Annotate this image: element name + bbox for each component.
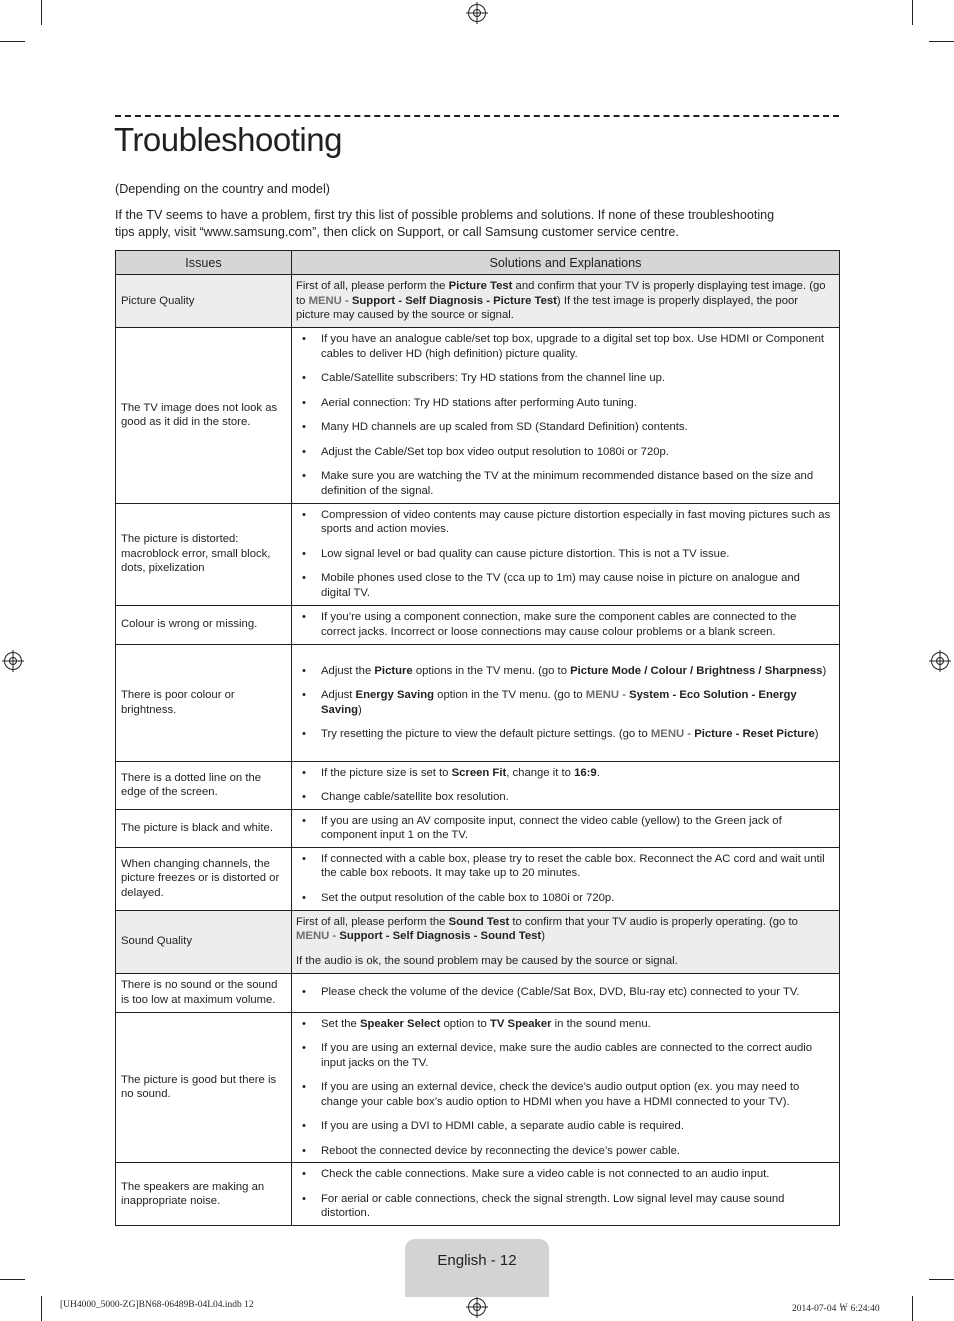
crop-mark [0, 41, 25, 42]
registration-mark-icon [468, 1298, 486, 1316]
text-run: and confirm that your TV is properly displaying test image. (go to [296, 280, 826, 307]
text-run: Reboot the connected device by reconnecting the device’s power cable. [321, 1144, 681, 1157]
menu-keyword: MENU [650, 728, 685, 740]
text-run: First of all, please perform the [296, 280, 449, 292]
list-item [296, 571, 831, 600]
text-run: - [619, 689, 630, 701]
footer-file-name: [UH4000_5000-ZG]BN68-06489B-04L04.indb 12 [60, 1300, 254, 1310]
issue-cell: Sound Quality [116, 910, 292, 973]
text-run: Set the output resolution of the cable box to 1080i or 720p. [321, 891, 615, 904]
text-run: Aerial connection: Try HD stations after performing Auto tuning. [321, 396, 637, 409]
bold-text: Support - Self Diagnosis - Picture Test [351, 294, 557, 307]
list-item [296, 396, 831, 411]
issue-cell: There is a dotted line on the edge of the screen. [116, 761, 292, 809]
footer-datetime: 2014-07-04 ￦ 6:24:40 [792, 1304, 880, 1314]
list-item [296, 664, 831, 679]
solution-list [296, 1167, 831, 1221]
list-item [296, 727, 831, 742]
registration-mark-icon [4, 652, 22, 670]
crop-mark [912, 1296, 913, 1321]
text-run: If you are using an external device, check the device’s audio output option (ex. you may need to change your cable box’s audio option to HDMI when you have a HDMI connected to your TV). [321, 1081, 800, 1108]
list-item [296, 1041, 831, 1070]
bold-text: Speaker Select [359, 1017, 441, 1030]
intro-line-2: tips apply, visit “www.samsung.com”, then click on Support, or call Samsung customer service centre. [115, 225, 679, 239]
crop-mark [929, 41, 954, 42]
text-run: , change it to [506, 766, 575, 779]
list-item [296, 420, 831, 435]
list-item [296, 790, 831, 805]
text-run: Many HD channels are up scaled from SD (Standard Definition) contents. [321, 421, 688, 433]
solution-list [296, 985, 831, 1000]
table-row [116, 1163, 840, 1226]
issues-header: Issues [116, 251, 292, 275]
bold-text: Screen Fit [451, 766, 507, 779]
table-row [116, 809, 840, 847]
list-item [296, 1192, 831, 1221]
list-item [296, 1119, 831, 1134]
solution-list [296, 664, 831, 742]
text-run: First of all, please perform the [296, 915, 449, 928]
list-item [296, 547, 831, 562]
solution-list [296, 852, 831, 906]
menu-keyword: MENU [585, 689, 620, 701]
registration-mark-icon [468, 4, 486, 22]
bold-text: Picture - Reset Picture [694, 728, 815, 740]
table-row [116, 847, 840, 910]
solution-cell [292, 503, 840, 605]
text-run: If the picture size is set to [321, 766, 452, 779]
text-run: - [329, 930, 340, 943]
text-run: Cable/Satellite subscribers: Try HD stations from the channel line up. [321, 372, 666, 384]
table-body [116, 275, 840, 1226]
text-run: Change cable/satellite box resolution. [321, 791, 509, 803]
list-item [296, 610, 831, 639]
list-item [296, 1144, 831, 1159]
text-run: Mobile phones used close to the TV (cca up to 1m) may cause noise in picture on analogue and digital TV. [321, 572, 800, 599]
text-run: . [596, 766, 600, 779]
list-item [296, 891, 831, 906]
table-row [116, 973, 840, 1012]
page-number: English - 12 [437, 1252, 517, 1269]
bold-text: Sound Test [448, 915, 510, 928]
text-run: ) If the test image is properly displayed, the poor picture may caused by the source or signal. [296, 294, 799, 321]
issue-cell: Colour is wrong or missing. [116, 605, 292, 644]
text-run: Low signal level or bad quality can cause picture distortion. This is not a TV issue. [321, 547, 730, 560]
table-row [116, 644, 840, 761]
bold-text: Energy Saving [355, 689, 435, 701]
bold-text: Support - Self Diagnosis - Sound Test [339, 930, 542, 943]
solution-cell [292, 1163, 840, 1226]
text-run: If you are using an AV composite input, connect the video cable (yellow) to the Green jack of component input 1 on the TV. [321, 814, 782, 841]
solution-cell [292, 910, 840, 973]
table-row [116, 327, 840, 503]
text-run: options in the TV menu. (go to [412, 664, 571, 677]
bold-text: Picture Mode / Colour / Brightness / Sharpness [570, 664, 823, 677]
text-run: - [684, 728, 695, 740]
table-header-row [116, 251, 840, 275]
list-item [296, 332, 831, 361]
bold-text: System - Eco Solution - Energy Saving [321, 689, 797, 716]
menu-keyword: MENU [308, 294, 342, 307]
text-run: ) [358, 703, 362, 716]
menu-keyword: MENU [296, 930, 330, 943]
text-run: ) [814, 728, 819, 740]
solution-paragraph [296, 279, 831, 323]
issue-cell: The picture is black and white. [116, 809, 292, 847]
bold-text: Picture [374, 664, 413, 677]
table-row [116, 910, 840, 973]
text-run: option to [440, 1017, 490, 1030]
text-run: Make sure you are watching the TV at the minimum recommended distance based on the size and definition of the signal. [321, 470, 814, 497]
list-item [296, 1080, 831, 1109]
text-run: If connected with a cable box, please try to reset the cable box. Reconnect the AC cord and wait until the cable box reboots. It may take up to 20 minutes. [321, 852, 825, 880]
registration-mark-icon [931, 652, 949, 670]
bold-text: 16:9 [574, 766, 597, 779]
issue-cell: The picture is distorted: macroblock error, small block, dots, pixelization [116, 503, 292, 605]
text-run: If you’re using a component connection, make sure the component cables are connected to the correct jacks. Incorrect or loose connections may cause colour problems or a blank screen. [321, 611, 797, 638]
text-run: Adjust the Cable/Set top box video output resolution to 1080i or 720p. [321, 445, 669, 458]
text-run: in the sound menu. [551, 1017, 651, 1030]
text-run: Try resetting the picture to view the default picture settings. (go to [321, 728, 651, 740]
table-row [116, 503, 840, 605]
list-item [296, 1017, 831, 1032]
solution-list [296, 766, 831, 805]
text-run: Adjust [321, 689, 356, 701]
issue-cell: Picture Quality [116, 275, 292, 328]
list-item [296, 469, 831, 498]
solution-cell [292, 847, 840, 910]
solution-cell [292, 605, 840, 644]
table-row [116, 275, 840, 328]
solution-list [296, 1017, 831, 1159]
text-run: option in the TV menu. (go to [434, 689, 586, 701]
issue-cell: There is poor colour or brightness. [116, 644, 292, 761]
intro-note: (Depending on the country and model) [115, 182, 330, 196]
text-run: Compression of video contents may cause picture distortion especially in fast moving pictures such as sports and action movies. [321, 508, 831, 536]
text-run: If the audio is ok, the sound problem may be caused by the source or signal. [296, 954, 678, 967]
solutions-header: Solutions and Explanations [292, 251, 840, 275]
title-dashed-rule [115, 115, 839, 117]
bold-text: Picture Test [448, 280, 513, 292]
solution-cell [292, 644, 840, 761]
list-item [296, 688, 831, 717]
text-run: - [341, 294, 352, 307]
crop-mark [929, 1279, 954, 1280]
issue-cell: When changing channels, the picture freezes or is distorted or delayed. [116, 847, 292, 910]
list-item [296, 508, 831, 537]
list-item [296, 852, 831, 881]
issue-cell: There is no sound or the sound is too low at maximum volume. [116, 973, 292, 1012]
page-title: Troubleshooting [114, 121, 342, 158]
table-row [116, 605, 840, 644]
solution-paragraph [296, 915, 831, 944]
solution-cell [292, 761, 840, 809]
solution-list [296, 508, 831, 601]
bold-text: TV Speaker [489, 1017, 552, 1030]
solution-cell [292, 1012, 840, 1163]
text-run: Check the cable connections. Make sure a video cable is not connected to an audio input. [321, 1168, 770, 1181]
list-item [296, 445, 831, 460]
troubleshooting-table [115, 250, 840, 1226]
list-item [296, 1167, 831, 1182]
solution-cell [292, 327, 840, 503]
solution-list [296, 610, 831, 639]
list-item [296, 371, 831, 386]
text-run: If you have an analogue cable/set top box, upgrade to a digital set top box. Use HDMI or Component cables to deliver HD (high definition) picture quality. [321, 333, 825, 360]
solution-cell [292, 275, 840, 328]
list-item [296, 814, 831, 843]
intro-line-1: If the TV seems to have a problem, first try this list of possible problems and solutions. If none of these troubleshooting [115, 208, 775, 222]
text-run: If you are using a DVI to HDMI cable, a separate audio cable is required. [321, 1120, 684, 1132]
issue-cell: The TV image does not look as good as it did in the store. [116, 327, 292, 503]
solution-cell [292, 973, 840, 1012]
solution-cell [292, 809, 840, 847]
list-item [296, 985, 831, 1000]
crop-mark [41, 0, 42, 25]
text-run: Adjust the [321, 664, 375, 677]
text-run: Set the [321, 1017, 360, 1030]
solution-list [296, 814, 831, 843]
crop-mark [0, 1279, 25, 1280]
text-run: Please check the volume of the device (Cable/Sat Box, DVD, Blu-ray etc) connected to your TV. [321, 986, 800, 999]
text-run: For aerial or cable connections, check the signal strength. Low signal level may cause sound distortion. [321, 1192, 785, 1220]
solution-paragraph [296, 954, 831, 969]
text-run: ) [541, 930, 545, 943]
table-row [116, 1012, 840, 1163]
issue-cell: The speakers are making an inappropriate noise. [116, 1163, 292, 1226]
issue-cell: The picture is good but there is no sound. [116, 1012, 292, 1163]
table-row [116, 761, 840, 809]
crop-mark [912, 0, 913, 25]
text-run: ) [822, 664, 827, 677]
crop-mark [41, 1296, 42, 1321]
solution-list [296, 332, 831, 498]
list-item [296, 766, 831, 781]
text-run: If you are using an external device, make sure the audio cables are connected to the correct audio input jacks on the TV. [321, 1042, 813, 1069]
text-run: to confirm that your TV audio is properly operating. (go to [509, 915, 798, 928]
